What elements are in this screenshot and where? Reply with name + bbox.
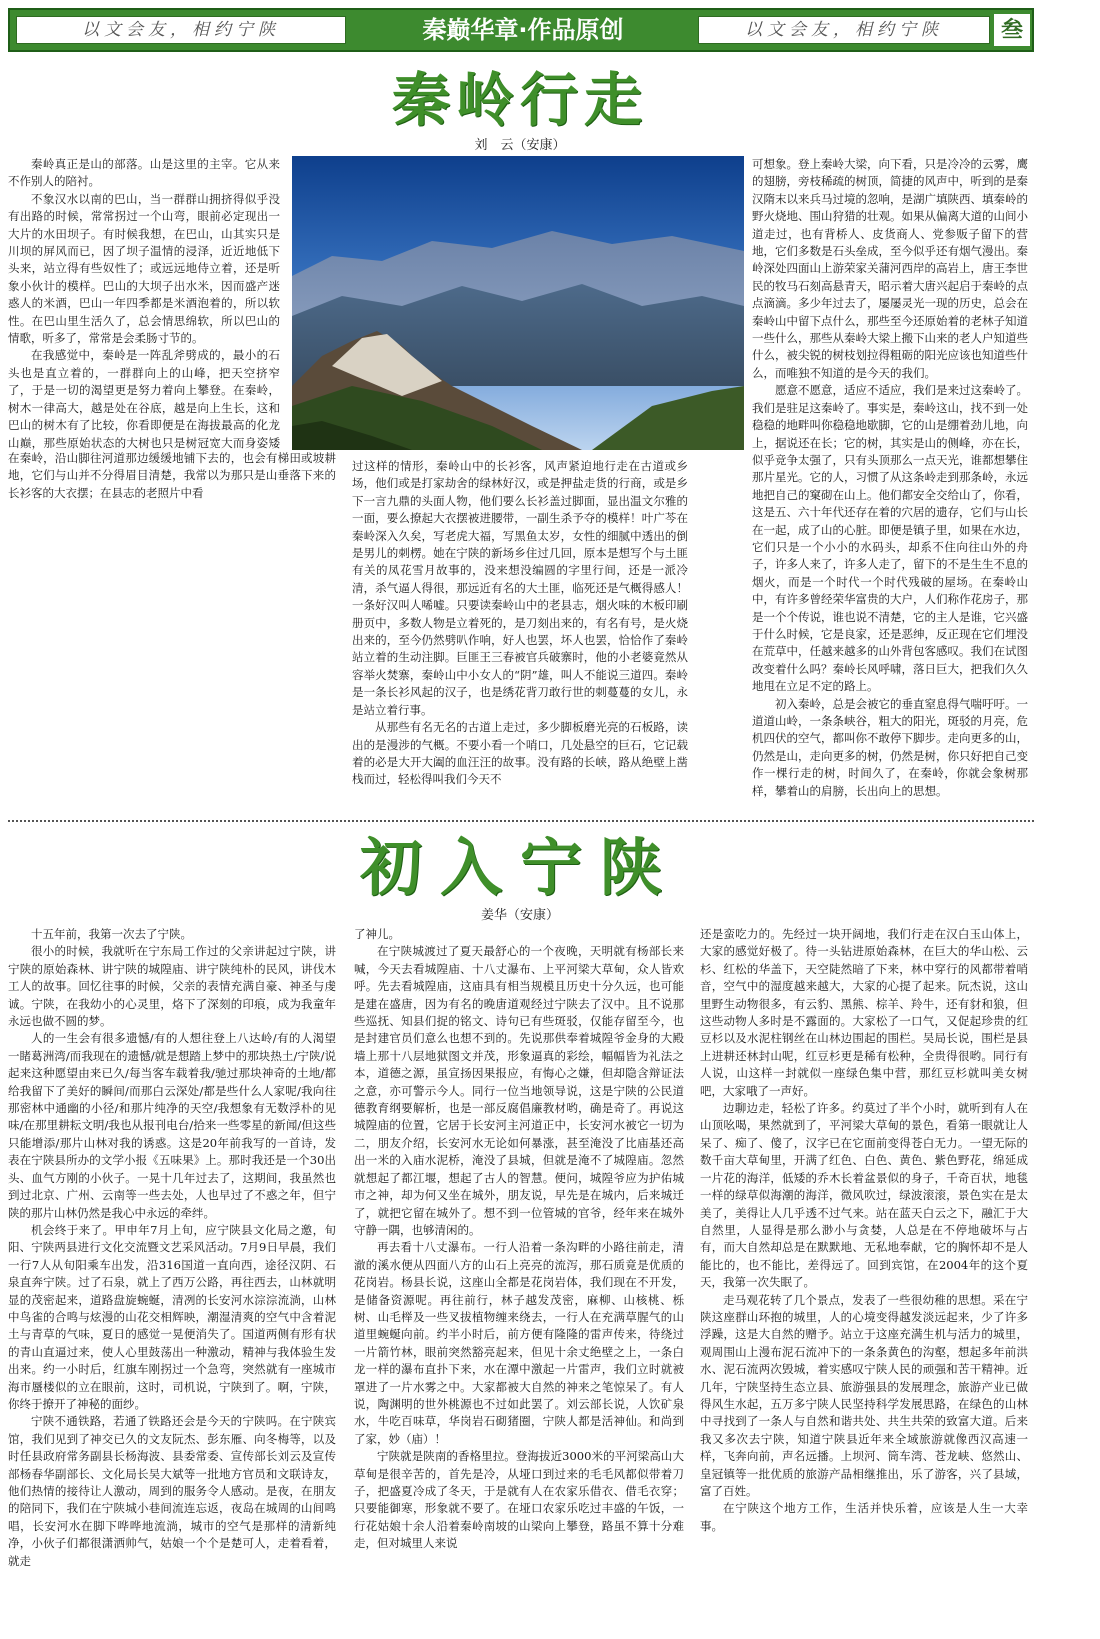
column-title: 秦巅华章·作品原创 xyxy=(422,16,624,44)
article1-title: 秦岭行走 xyxy=(391,66,648,134)
paragraph: 很小的时候，我就听在宁东局工作过的父亲讲起过宁陕，讲宁陕的原始森林、讲宁陕的城隍庙、讲宁陕纯朴的民风，讲伐木工人的故事。回忆往事的时候，父亲的表情充满自豪、神圣与虔诚。宁陕，在我幼小的心灵里，烙下了深刻的印痕，成为我童年永远也做不圆的梦。 xyxy=(8,944,336,1029)
paragraph: 在宁陕这个地方工作，生活并快乐着，应该是人生一大幸事。 xyxy=(700,1501,1028,1533)
article1-col1-bottom xyxy=(8,450,336,810)
article1-col2 xyxy=(352,458,688,810)
header-banner xyxy=(8,8,1034,52)
paragraph: 还是蛮吃力的。先经过一块开阔地，我们行走在汉白玉山体上，大家的感觉好极了。待一头钻进原始森林，在巨大的华山松、云杉、红松的华盖下，天空陡然暗了下来，林中穿行的风都带着哨音，空气中的湿度越来越大，大家的心提了起来。阮杰说，这山里野生动物很多，有云豹、黑熊、棕羊、羚牛，还有豺和狼，但这些动物人多时是不露面的。大家松了一口气，又促起珍贵的红豆杉以及水泥柱钢丝在山林边围起的围栏。吴局长说，围栏是县上进耕还林封山呢，红豆杉更是稀有松种，全贵得很哟。同行有人说，山这样一封就似一座绿色集中营，那红豆杉就叫美女树吧，大家哦了一声好。 xyxy=(700,927,1028,1098)
paragraph: 宁陕就是陕南的香格里拉。登海拔近3000米的平河梁高山大草甸是很辛苦的，首先是冷，从垭口到过来的毛毛风都似带着刀子，把盛夏冷成了冬天，于是就有人在农家乐借衣、借毛衣穿；只要能御寒，形象就不要了。在垭口农家乐吃过丰盛的午饭，一行花姑娘十余人沿着秦岭南坡的山梁向上攀登，路虽不算十分难走，但对城里人来说 xyxy=(354,1449,684,1551)
page-number: 叁 xyxy=(994,14,1030,46)
paragraph: 走马观花转了几个景点，发表了一些很幼稚的思想。采在宁陕这座群山环抱的城里，人的心境变得越发淡远起来，少了许多浮躁，这是大自然的赠予。站立于这座充满生机与活力的城里，观周围山上漫布泥石流冲下的一条条黄色的沟壑，想起多年前洪水、泥石流两次毁城，着实感叹宁陕人民的顽强和苦干精神。近几年，宁陕坚持生态立县、旅游强县的发展理念，旅游产业已做得风生水起，五万多宁陕人民坚持科学发展思路，在绿色的山林中寻找到了一条人与自然和谐共处、共生共荣的致富大道。后来我又多次去宁陕，知道宁陕县近年来全域旅游就像西汉高速一样，飞奔向前，声名远播。上坝河、筒车湾、苍龙峡、悠然山、皇冠镇等一批优质的旅游产品相继推出，乐了游客，兴了县域，富了百姓。 xyxy=(700,1292,1028,1498)
article1-col3 xyxy=(752,156,1028,810)
article1-author: 刘 云（安康） xyxy=(474,138,566,153)
paragraph: 从那些有名无名的古道上走过，多少脚板磨光亮的石板路，读出的是漫涉的气概。不要小看一个哨口，几处悬空的巨石，它记载着的必是大开大阖的血汪汪的故事。没有路的长峡，路从绝壁上凿栈而过，轻松得叫我们今天不 xyxy=(352,720,688,787)
article2-col2 xyxy=(354,926,684,1632)
slogan-left: 以文会友，相约宁陕 xyxy=(16,16,346,44)
mountain-photo xyxy=(292,156,744,450)
paragraph: 人的一生会有很多遗憾/有的人想往登上八达岭/有的人渴望一睹葛洲湾/而我现在的遗憾/就是想踏上梦中的那块热土/宁陕/说起来这种愿望由来已久/每当客车载着我/驰过那块神奇的土地/都给我留下了美好的瞬间/而那白云深处/都是些什么人家呢/我向往那密林中通幽的小径/和那片纯净的天空/我想象有无数浮朴的见味/在那里耕耘文明/我也从报刊电台/拾来一些零星的新闻/但这些只能增添/那片山林对我的诱惑。这是20年前我写的一首诗，发表在宁陕县所办的文学小报《五味果》上。那时我还是一个30出头、血气方刚的小伙子。一晃十几年过去了，这期间，我虽然也到过北京、广州、云南等一些去处，人也早过了不惑之年，但宁陕的那片山林仍然是我心中永远的牵绊。 xyxy=(8,1031,336,1220)
paragraph: 过这样的情形，秦岭山中的长衫客，风声紧迫地行走在古道或乡场，他们或是打家劫舍的绿林好汉，或是押盐走货的行商，或是乡下一言九鼎的头面人物，他们要么长衫盖过脚面，显出温文尔雅的一面，要么撩起大衣摆被进腰带，一副生杀予夺的模样！叶广芩在秦岭深入久矣，写老虎大福，写黑鱼太岁，女性的细腻中透出的倒是男儿的刺楞。她在宁陕的新场乡住过几回，原本是想写个与土匪有关的凤花雪月故事的，没来想没编圆的字里行间，还是一派冷清，杀气逼人得很，那远近有名的大土匪，临死还是气概得感人！一条好汉叫人唏嘘。只要读秦岭山中的老县志，烟火味的木板印刷册页中，多数人物是立着死的，是刀刻出来的，有名有号，是火烧出来的，至今仍然劈叭作响，好人也罢，坏人也罢，恰恰作了秦岭站立着的生动注脚。巨匪王三春被官兵破寨时，他的小老婆竟然从容举火焚寨，秦岭山中小女人的“阴”雄，叫人不能说三道四。秦岭是一条长衫风起的汉子，也是绣花背刀敢行世的刺蔓蔓的女儿，永是站立着行事。 xyxy=(352,459,688,717)
article1-col1-top xyxy=(8,156,280,450)
article2-title: 初入宁陕 xyxy=(359,831,680,904)
paragraph: 可想象。登上秦岭大梁，向下看，只是冷冷的云雾，鹰的翅膀，旁枝稀疏的树顶，简捷的风声中，听到的是秦汉隋末以来兵马过境的忽响，是湖广填陕西、填秦岭的野火烧地、围山狩猎的壮观。如果从偏离大道的山间小道走过，也有背桥人、皮货商人、党参贩子留下的营地，它们多数是石头垒成，至今似乎还有烟气漫出。秦岭深处四面山上游荣家关蒲河西岸的高岩上，唐王李世民的牧马石刻高悬青天，昭示着大唐兴起启于秦岭的点点滴滴。多少年过去了，屡屡灵光一现的历史，总会在秦岭山中留下点什么，那些至今还原始着的老林子知道一些什么，那些从秦岭大梁上搬下山来的老人户知道些什么，被尖锐的树枝划拉得粗砺的阳光应该也知道些什么，而唯独不知道的是今天的我们。 xyxy=(752,157,1028,380)
paragraph: 再去看十八丈瀑布。一行人沿着一条沟畔的小路往前走，清澈的溪水便从四面八方的山石上亮亮的流泻，那石质竟是优质的花岗岩。杨县长说，这座山全都是花岗岩体，我们现在不开发，是储备资源呢。再往前行，林子越发茂密，麻柳、山核桃、栎树、山毛榉及一些叉拔植物缠来绕去，一行人在充满草腥气的山道里蜿蜒向前。约半小时后，前方便有隆隆的雷声传来，待绕过一片箭竹林，眼前突然豁亮起来，但见十余丈绝壁之上，一条白龙一样的瀑布直扑下来，水在潭中激起一片雷声，我们立时就被罩进了一片水雾之中。大家都被大自然的神来之笔惊呆了。有人说，陶渊明的世外桃源也不过如此罢了。刘云部长说，人饮矿泉水，牛吃百味草，华岗岩石砌猪圈，宁陕人都是活神仙。和尚到了家，妙（庙）！ xyxy=(354,1240,684,1446)
paragraph: 十五年前，我第一次去了宁陕。 xyxy=(31,927,192,941)
paragraph: 宁陕不通铁路，若通了铁路还会是今天的宁陕吗。在宁陕宾馆，我们见到了神交已久的文友阮杰、彭东雁、向冬梅等，以及时任县政府常务副县长杨海波、县委常委、宣传部长刘云及宣传部杨春华副部长、文化局长吴大斌等一批地方官员和文联诗友，他们热情的接待让人激动，周到的服务令人感动。是夜，在朋友的陪同下，我们在宁陕城小巷间流连忘返，夜岛在城周的山间鸣唱，长安河水在脚下哗哗地流淌，城市的空气是那样的清新纯净，小伙子们都很潇洒帅气，姑娘一个个是楚可人，走着看着，就走 xyxy=(8,1414,336,1568)
paragraph: 了神儿。 xyxy=(354,927,400,941)
paragraph: 初入秦岭，总是会被它的垂直窒息得气喘吁吁。一道道山岭，一条条峡谷，粗大的阳光，斑驳的月亮，危机四伏的空气，都叫你不敢停下脚步。走向更多的山，仍然是山，走向更多的树，仍然是树，你只好把自己变作一棵行走的树，时间久了，在秦岭，你就会象树那样，攀着山的肩膀，长出向上的思想。 xyxy=(752,696,1028,798)
paragraph: 在我感觉中，秦岭是一阵乱斧劈成的，最小的石头也是直立着的，一群群向上的山峰，把天空挤窄了，于是一切的渴望更是努力着向上攀登。在秦岭，树木一律高大，越是处在谷底，越是向上生长，这和巴山的树木有了比较，你看即便是在海拔最高的化龙山巅，那些原始状态的大树也只是树冠宽大而身姿矮 xyxy=(8,348,280,450)
article2-col1 xyxy=(8,926,336,1632)
paragraph: 在秦岭，沿山脚往河道那边缓缓地铺下去的，也会有梯田或坡耕地，它们与山并不分得眉目清楚，我常以为那只是山垂落下来的长衫客的大衣摆；在县志的老照片中看 xyxy=(8,451,336,500)
section-divider xyxy=(8,820,1034,822)
paragraph: 边聊边走，轻松了许多。约莫过了半个小时，就听到有人在山顶吆喝，果然就到了，平河梁大草甸的景色，看第一眼就让人呆了、痴了、傻了，汉字已在它面前变得苍白无力。一望无际的数千亩大草甸里，开满了红色、白色、黄色、紫色野花，绵延成一片花的海洋，低矮的乔木长着盆景似的身子，千奇百状，地毯一样的绿草似海潮的海洋，微风吹过，绿波滚滚，景色实在是太美了，美得让人几乎透不过气来。站在蓝天白云之下，融汇于大自然里，人显得是那么渺小与贪婪，人总是在不停地破坏与占有，而大自然却总是在默默地、无私地奉献，它的胸怀却不是人能比的，也不能比，差得远了。回到宾馆，在2004年的这个夏天，我第一次失眠了。 xyxy=(700,1101,1028,1290)
paragraph: 机会终于来了。甲申年7月上旬，应宁陕县文化局之邀，旬阳、宁陕两县进行文化交流暨文艺采风活动。7月9日早晨，我们一行7人从旬阳乘车出发，沿316国道一直向西，途径汉阴、石泉直奔宁陕。过了石泉，就上了西万公路，再往西去，山林就明显的茂密起来，道路盘旋蜿蜒，清冽的长安河水淙淙流淌，山林中鸟雀的合鸣与炫漫的山花交相辉映，潮湿清爽的空气中含着泥土与青草的气味，夏日的感觉一晃便消失了。国道两侧有形有状的青山直逼过来，使人心里鼓荡出一种激动，精神与我体验生发出来。约一小时后，红旗车刚拐过一个急弯，突然就有一座城市海市蜃楼似的立在眼前，这时，司机说，宁陕到了。啊，宁陕，你终于撩开了神秘的面纱。 xyxy=(8,1222,336,1411)
paragraph: 愿意不愿意，适应不适应，我们是来过这秦岭了。我们是驻足这秦岭了。事实是，秦岭这山，找不到一处稳稳的地畔叫你稳稳地歇脚，它的山是绷着劲儿地，向上，据说还在长；它的树，其实是山的侧峰，亦在长，似乎竞争太强了，只有头顶那么一点天光，谁都想攀住那片星光。它的人，习惯了从这条岭走到那条岭，永远地把自己的窠砌在山上。他们都安全交给山了，你看，这是五、六十年代还存在着的穴居的遗存，它们与山长在一起，成了山的心脏。即便是镇子里，如果在水边，它们只是一个小小的水码头，却系不住向往山外的舟子，许多人来了，许多人走了，留下的不是生生不息的烟火，而是一个时代一个时代残破的屋场。在秦岭山中，有许多曾经荣华富贵的大户，人们称作花房子，那是一个个传说，谁也说不清楚，它的主人是谁，它兴盛于什么时候，它是良家，还是恶绅，反正现在它们埋没在荒草中，任越来越多的山外背包客感叹。我们在试图改变着什么吗？秦岭长风呼啸，落日巨大，把我们久久地甩在立足不定的路上。 xyxy=(752,383,1028,694)
paragraph: 秦岭真正是山的部落。山是这里的主宰。它从来不作别人的陪衬。 xyxy=(8,157,280,189)
article2-author: 姜华（安康） xyxy=(480,908,559,923)
article2-col3 xyxy=(700,926,1028,1632)
mountain-landscape-image xyxy=(292,156,744,450)
slogan-right: 以文会友，相约宁陕 xyxy=(698,16,990,44)
paragraph: 在宁陕城渡过了夏天最舒心的一个夜晚，天明就有杨部长来喊，今天去看城隍庙、十八丈瀑布、上平河梁大草甸，众人皆欢呼。先去看城隍庙，这庙具有相当规模且历史十分久远，也可能是建在盛唐，因为有名的晚唐道观经过宁陕去了汉中。且不说那些巡抚、知县们捉的铭文、诗句已有些斑驳，仅能存留至今，也是封建官员们意么也想不到的。先说那供奉着城隍爷金身的大殿墙上那十八层地狱图文并茂，形象逼真的彩绘，幅幅皆为礼法之本，道德之源，虽宣扬因果报应，有悔心之嫌，但却隐含辩证法之意，亦可警示今人。同行一位当地领导说，这是宁陕的公民道德教育纲要解析，也是一部反腐倡廉教材哟，确是奇了。再说这城隍庙的位置，它居于长安河主河道正中，长安河水被它一切为二，朋友介绍，长安河水无论如何暴涨，甚至淹没了比庙基还高出一米的入庙水泥桥，淹没了县城，但就是淹不了城隍庙。忽然就想起了都江堰，想起了古人的智慧。便问，城隍爷应为护佑城市之神，却为何又坐在城外，朋友说，早先是在城内，后来城迁了，就把它留在城外了。想不到一位管城的官爷，经年来在城外守静一隅，也够清闲的。 xyxy=(354,944,684,1237)
paragraph: 不象汉水以南的巴山，当一群群山拥挤得似乎没有出路的时候，常常拐过一个山弯，眼前必定现出一大片的水田坝子。有时候我想，在巴山，山其实只是川坝的屏风而已，因了坝子温情的浸泽，近近地低下头来，站立得有些奴性了；或远远地侍立着，还是听象小伙计的模样。巴山的大坝子出水米，因而盛产迷惑人的米酒，巴山一年四季都是米酒泡着的，所以软性。在巴山里生活久了，总会情思绵软，所以巴山的情歌，听多了，常常是会柔肠寸节的。 xyxy=(8,191,280,346)
